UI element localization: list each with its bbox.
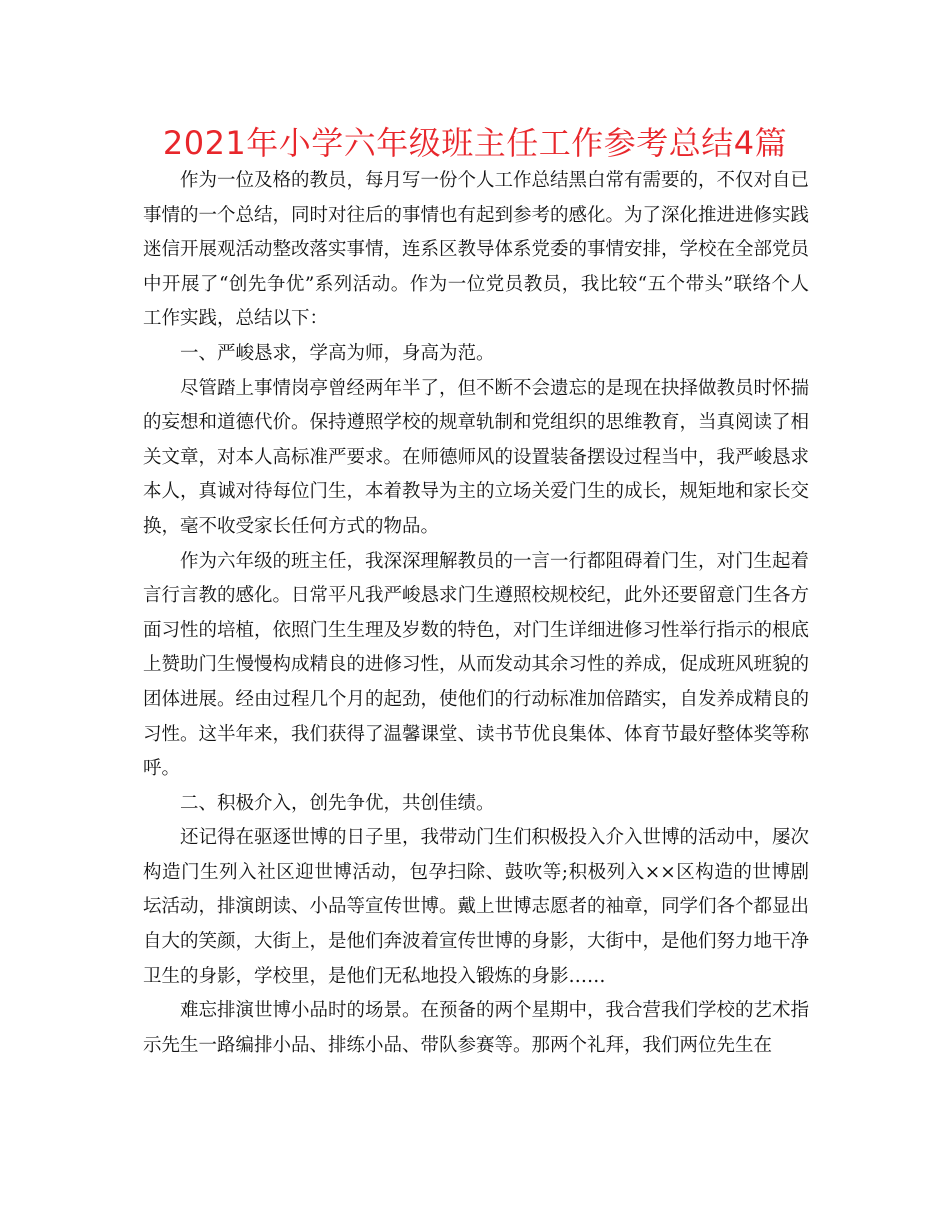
paragraph: 难忘排演世博小品时的场景。在预备的两个星期中，我合营我们学校的艺术指示先生一路编排小品、排练小品、带队参赛等。那两个礼拜，我们两位先生在	[143, 1000, 810, 1056]
section-heading-1: 一、严峻恳求，学高为师，身高为范。	[180, 342, 495, 364]
document-title: 2021年小学六年级班主任工作参考总结4篇	[162, 124, 788, 162]
paragraph: 还记得在驱逐世博的日子里，我带动门生们积极投入介入世博的活动中，屡次构造门生列入社区迎世博活动，包孕扫除、鼓吹等;积极列入××区构造的世博剧坛活动，排演朗读、小品等宣传世博。戴上世博志愿者的袖章，同学们各个都显出自大的笑颜，大街上，是他们奔波着宣传世博的身影，大街中，是他们努力地干净卫生的身影，学校里，是他们无私地投入锻炼的身影……	[143, 827, 810, 987]
paragraph-intro: 作为一位及格的教员，每月写一份个人工作总结黑白常有需要的，不仅对自已事情的一个总结，同时对往后的事情也有起到参考的感化。为了深化推进进修实践迷信开展观活动整改落实事情，连系区教导体系党委的事情安排，学校在全部党员中开展了“创先争优”系列活动。作为一位党员教员，我比较“五个带头”联络个人工作实践，总结以下：	[143, 170, 810, 330]
paragraph: 尽管踏上事情岗亭曾经两年半了，但不断不会遗忘的是现在抉择做教员时怀揣的妄想和道德代价。保持遵照学校的规章轨制和党组织的思维教育，当真阅读了相关文章，对本人高标准严要求。在师德师风的设置装备摆设过程当中，我严峻恳求本人，真诚对待每位门生，本着教导为主的立场关爱门生的成长，规矩地和家长交换，毫不收受家长任何方式的物品。	[143, 377, 810, 537]
document-body	[143, 164, 809, 1063]
paragraph: 作为六年级的班主任，我深深理解教员的一言一行都阻碍着门生，对门生起着言行言教的感化。日常平凡我严峻恳求门生遵照校规校纪，此外还要留意门生各方面习性的培植，依照门生生理及岁数的特色，对门生详细进修习性举行指示的根底上赞助门生慢慢构成精良的进修习性，从而发动其余习性的养成，促成班风班貌的团体进展。经由过程几个月的起劲，使他们的行动标准加倍踏实，自发养成精良的习性。这半年来，我们获得了温馨课堂、读书节优良集体、体育节最好整体奖等称呼。	[143, 550, 810, 780]
section-heading-2: 二、积极介入，创先争优，共创佳绩。	[180, 792, 495, 814]
